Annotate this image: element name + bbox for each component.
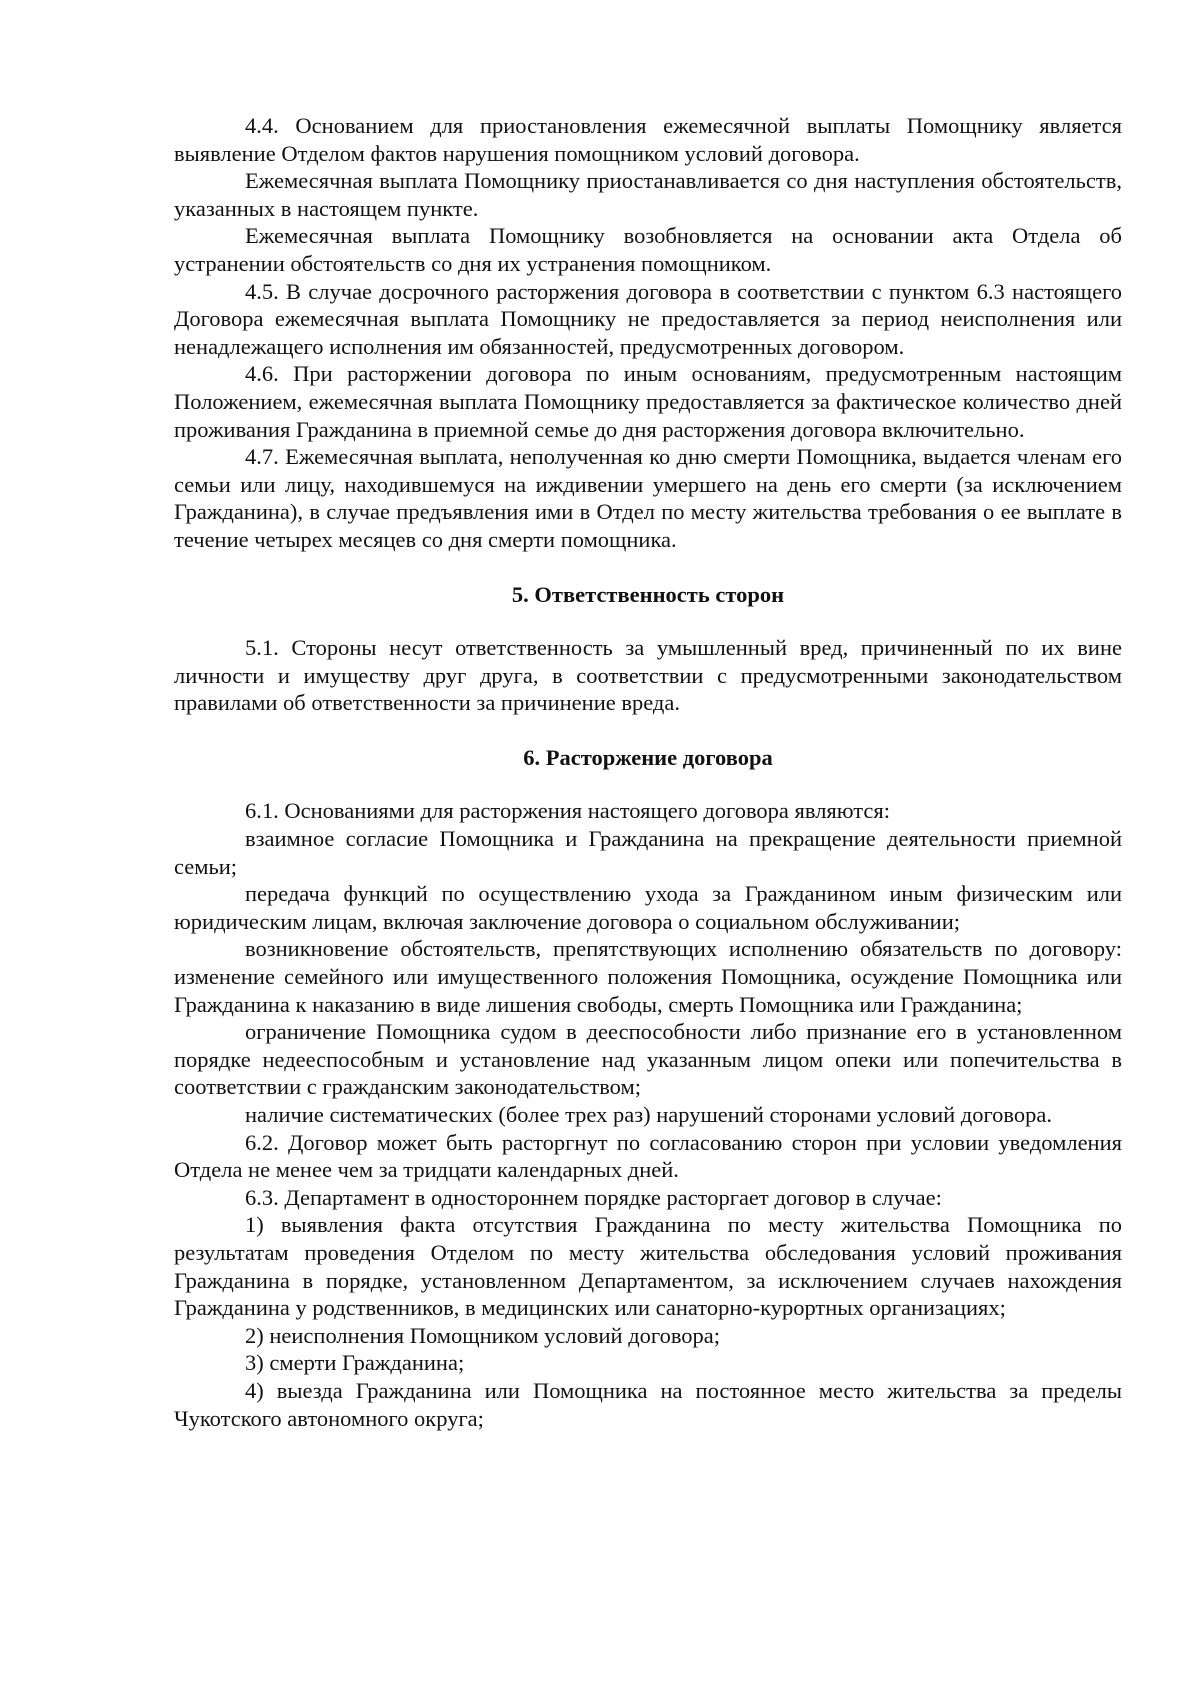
paragraph-6-1-circumstances: возникновение обстоятельств, препятствующих исполнению обязательств по договору: изменение семейного или имущественного положения Помощника, осуждение Помощника или Гражданина к наказанию в виде лишения свободы, смерть Помощника или Гражданина; — [174, 936, 1122, 1017]
section-6-heading: 6. Расторжение договора — [523, 744, 773, 770]
paragraph-4-4-resumption: Ежемесячная выплата Помощнику возобновляется на основании акта Отдела об устранении обстоятельств со дня их устранения помощником. — [174, 223, 1122, 276]
paragraph-5-1: 5.1. Стороны несут ответственность за умышленный вред, причиненный по их вине личности и имуществу друг друга, в соответствии с предусмотренными законодательством правилами об ответственности за причинение вреда. — [174, 635, 1122, 716]
paragraph-6-3-item-1: 1) выявления факта отсутствия Гражданина по месту жительства Помощника по результатам проведения Отделом по месту жительства обследования условий проживания Гражданина в порядке, установленном Департаментом, за исключением случаев нахождения Гражданина у родственников, в медицинских или санаторно-курортных организациях; — [174, 1212, 1122, 1321]
paragraph-4-5: 4.5. В случае досрочного расторжения договора в соответствии с пунктом 6.3 настоящего Договора ежемесячная выплата Помощнику не предоставляется за период неисполнения или ненадлежащего исполнения им обязанностей, предусмотренных договором. — [174, 278, 1122, 359]
paragraph-6-1-violations: наличие систематических (более трех раз) нарушений сторонами условий договора. — [245, 1102, 1052, 1127]
document-page — [174, 112, 1122, 1432]
paragraph-6-3: 6.3. Департамент в одностороннем порядке расторгает договор в случае: — [245, 1184, 942, 1210]
paragraph-6-2: 6.2. Договор может быть расторгнут по согласованию сторон при условии уведомления Отдела не менее чем за тридцати календарных дней. — [174, 1129, 1122, 1183]
paragraph-6-1-mutual-consent: взаимное согласие Помощника и Гражданина на прекращение деятельности приемной семьи; — [174, 826, 1122, 879]
paragraph-4-6: 4.6. При расторжении договора по иным основаниям, предусмотренным настоящим Положением, ежемесячная выплата Помощнику предоставляется за фактическое количество дней проживания Гражданина в приемной семье до дня расторжения договора включительно. — [174, 361, 1122, 442]
paragraph-4-4: 4.4. Основанием для приостановления ежемесячной выплаты Помощнику является выявление Отделом фактов нарушения помощником условий договора. — [174, 113, 1122, 166]
paragraph-6-1-transfer-functions: передача функций по осуществлению ухода за Гражданином иным физическим или юридическим лицам, включая заключение договора о социальном обслуживании; — [174, 881, 1122, 934]
section-5-heading: 5. Ответственность сторон — [511, 581, 785, 607]
paragraph-6-1-limitation: ограничение Помощника судом в дееспособности либо признание его в установленном порядке недееспособным и установление над указанным лицом опеки или попечительства в соответствии с гражданским законодательством; — [174, 1019, 1122, 1100]
paragraph-6-3-item-2: 2) неисполнения Помощником условий договора; — [245, 1322, 721, 1348]
paragraph-6-3-item-4: 4) выезда Гражданина или Помощника на постоянное место жительства за пределы Чукотского автономного округа; — [174, 1377, 1122, 1431]
paragraph-6-3-item-3: 3) смерти Гражданина; — [245, 1350, 465, 1376]
paragraph-4-4-suspension: Ежемесячная выплата Помощнику приостанавливается со дня наступления обстоятельств, указанных в настоящем пункте. — [174, 168, 1122, 221]
paragraph-6-1: 6.1. Основаниями для расторжения настоящего договора являются: — [245, 798, 890, 824]
paragraph-4-7: 4.7. Ежемесячная выплата, неполученная ко дню смерти Помощника, выдается членам его семьи или лицу, находившемуся на иждивении умершего на день его смерти (за исключением Гражданина), в случае предъявления ими в Отдел по месту жительства требования о ее выплате в течение четырех месяцев со дня смерти помощника. — [174, 444, 1122, 552]
